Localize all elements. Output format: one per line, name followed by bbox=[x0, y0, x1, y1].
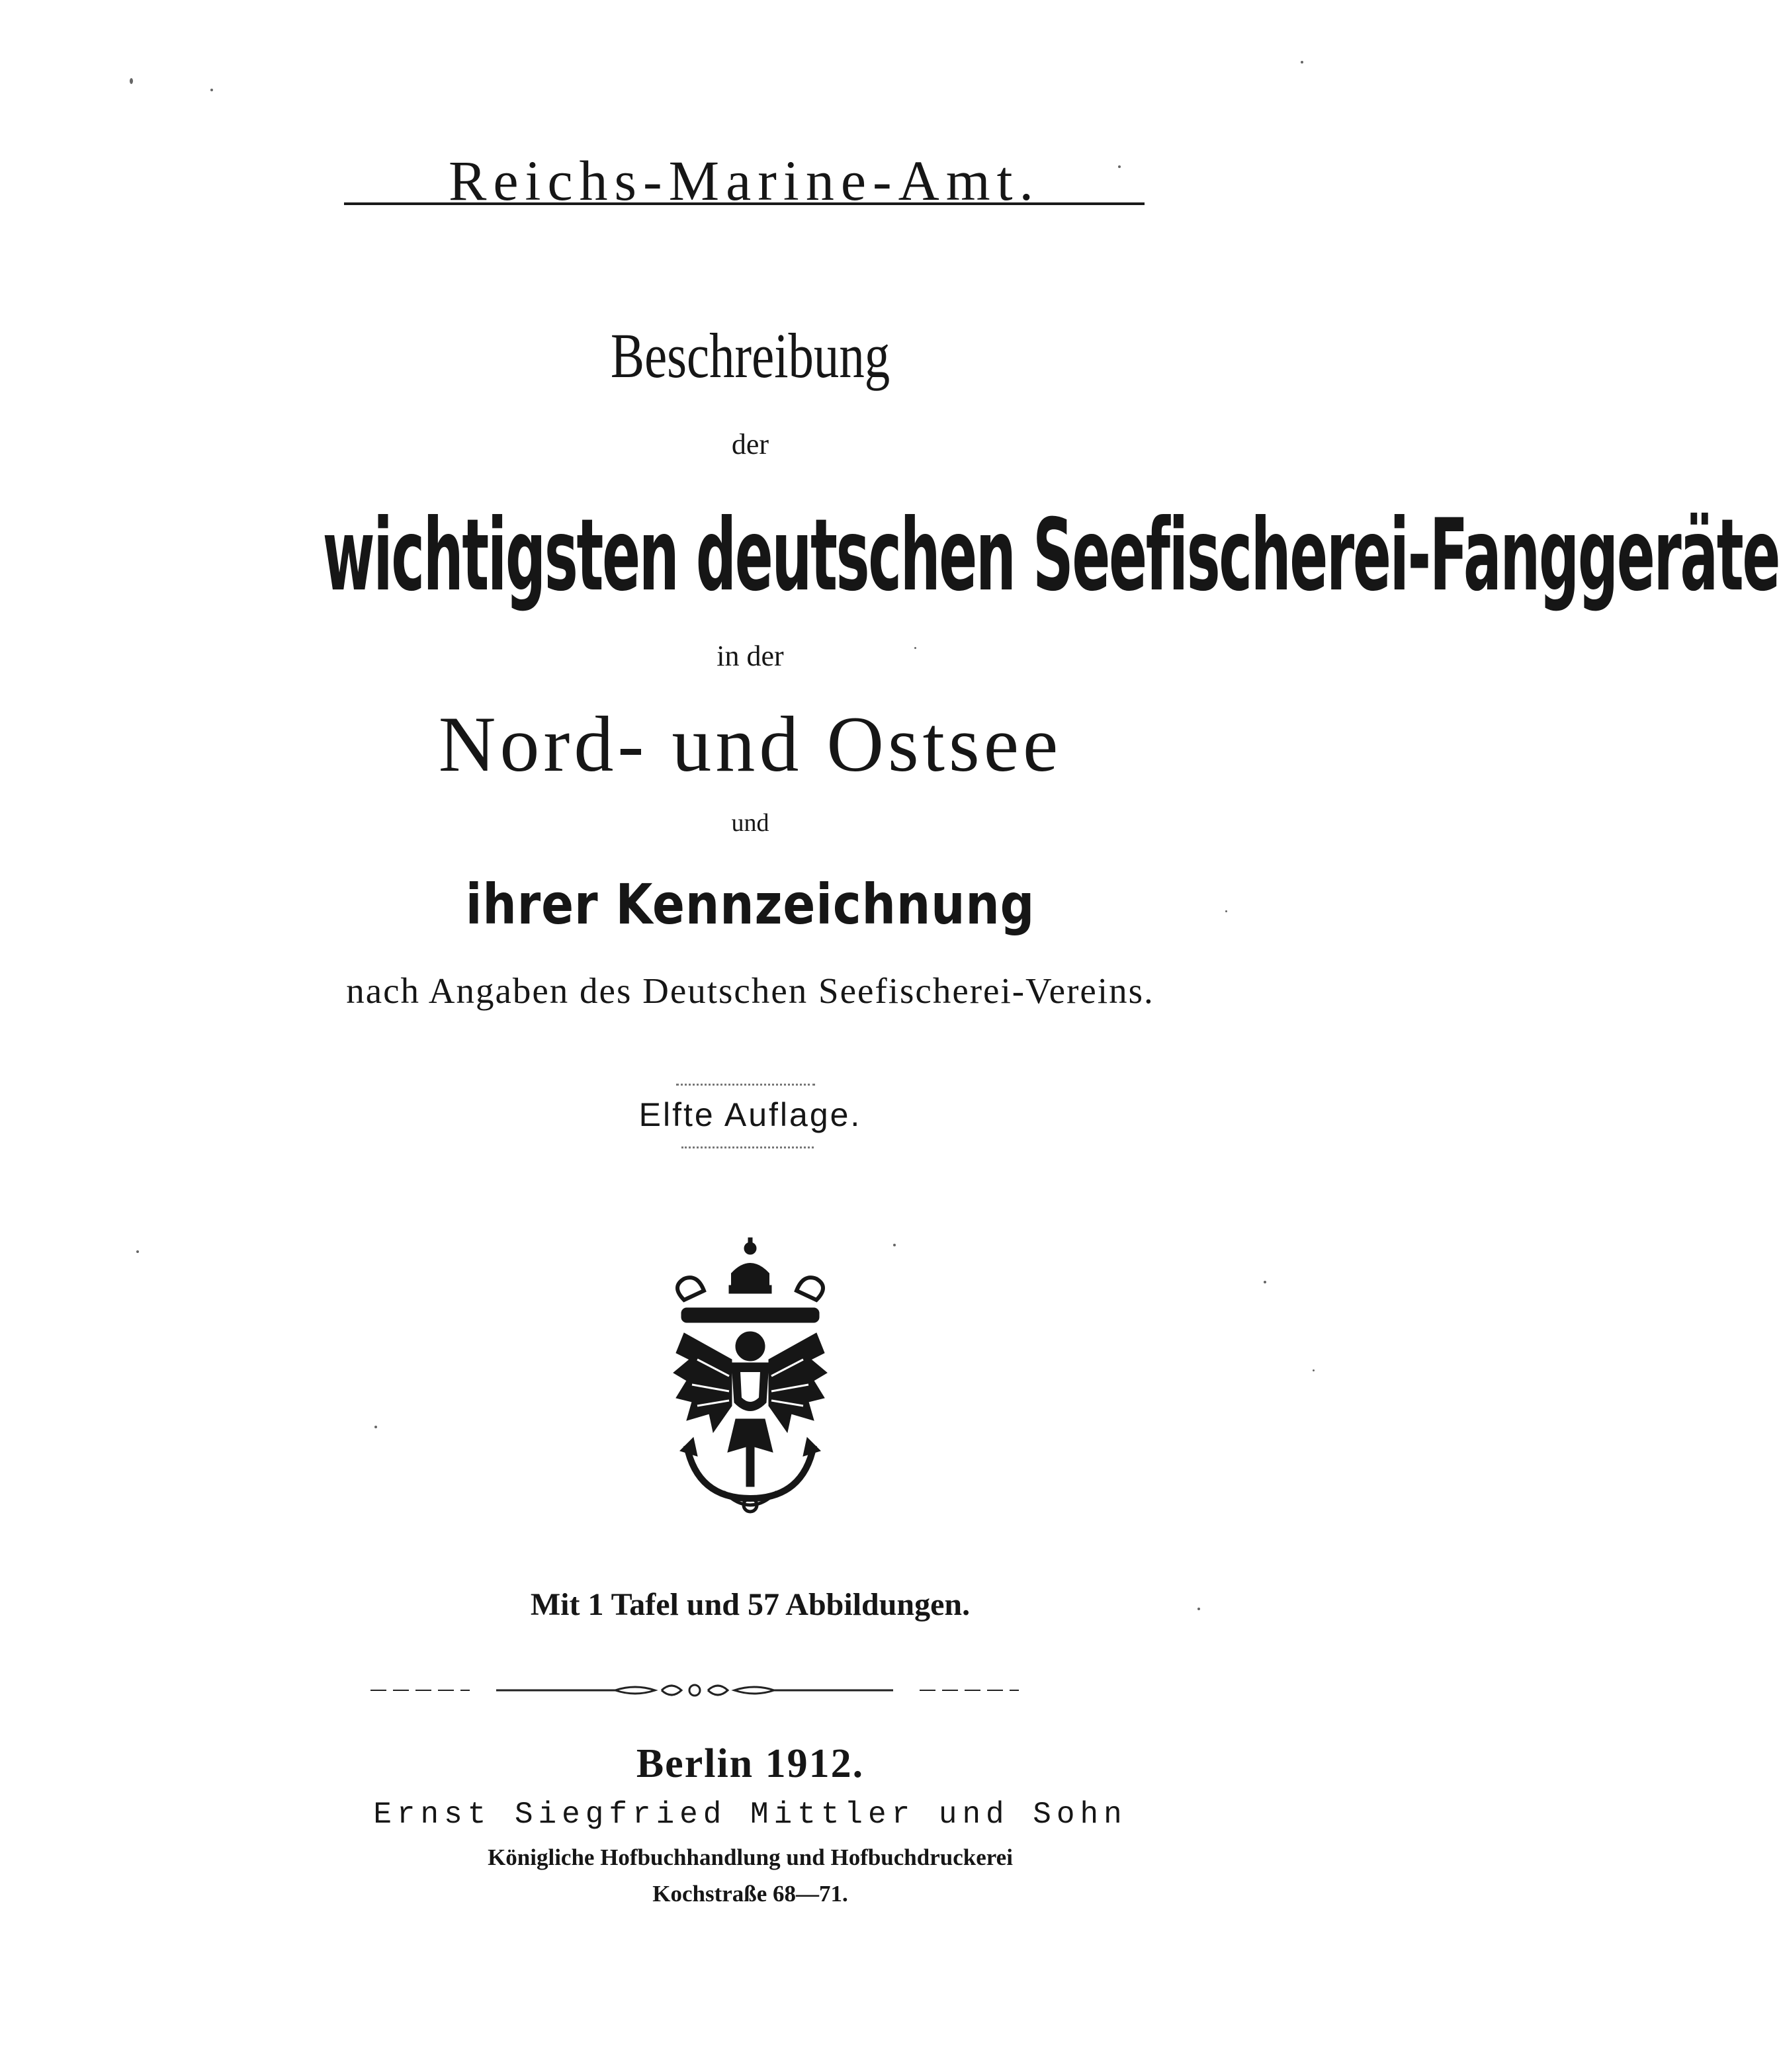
imprint-publisher: Ernst Siegfried Mittler und Sohn bbox=[373, 1797, 1127, 1832]
scan-speck bbox=[1118, 165, 1121, 168]
scan-speck bbox=[1264, 1281, 1266, 1283]
scan-speck bbox=[374, 1426, 377, 1428]
edition-rule-bottom bbox=[681, 1146, 814, 1148]
scan-speck bbox=[1301, 61, 1303, 64]
scan-speck bbox=[1225, 910, 1227, 912]
source-attribution: nach Angaben des Deutschen Seefischerei-Vereins. bbox=[346, 971, 1154, 1011]
title-connector-in-der: in der bbox=[716, 640, 784, 672]
issuing-authority: Reichs-Marine-Amt. bbox=[448, 149, 1041, 212]
scan-speck bbox=[136, 1250, 139, 1253]
title-line-beschreibung: Beschreibung bbox=[610, 320, 890, 391]
illustrations-note: Mit 1 Tafel und 57 Abbildungen. bbox=[530, 1587, 971, 1622]
edition-statement: Elfte Auflage. bbox=[638, 1096, 862, 1133]
scan-speck bbox=[893, 1244, 896, 1246]
scan-speck bbox=[210, 89, 213, 91]
scan-speck bbox=[130, 78, 133, 84]
imperial-eagle-anchor-emblem-icon bbox=[658, 1227, 843, 1518]
decorative-rule-ornament bbox=[370, 1677, 1019, 1704]
title-connector-der: der bbox=[731, 428, 769, 460]
edition-rule-top bbox=[676, 1084, 815, 1086]
title-connector-und: und bbox=[731, 809, 769, 837]
scan-speck bbox=[1197, 1608, 1200, 1610]
imprint-address: Kochstraße 68—71. bbox=[652, 1881, 848, 1907]
imprint-place-year: Berlin 1912. bbox=[636, 1741, 865, 1786]
region-title: Nord- und Ostsee bbox=[438, 700, 1063, 788]
imprint-publisher-subtitle: Königliche Hofbuchhandlung und Hofbuchdruckerei bbox=[488, 1844, 1013, 1870]
scan-speck bbox=[1313, 1369, 1315, 1371]
subtitle-marking: ihrer Kennzeichnung bbox=[465, 872, 1035, 937]
authority-underline bbox=[344, 202, 1145, 205]
main-title: wichtigsten deutschen Seefischerei-Fanggeräte bbox=[322, 498, 1779, 613]
scan-speck bbox=[914, 647, 916, 649]
